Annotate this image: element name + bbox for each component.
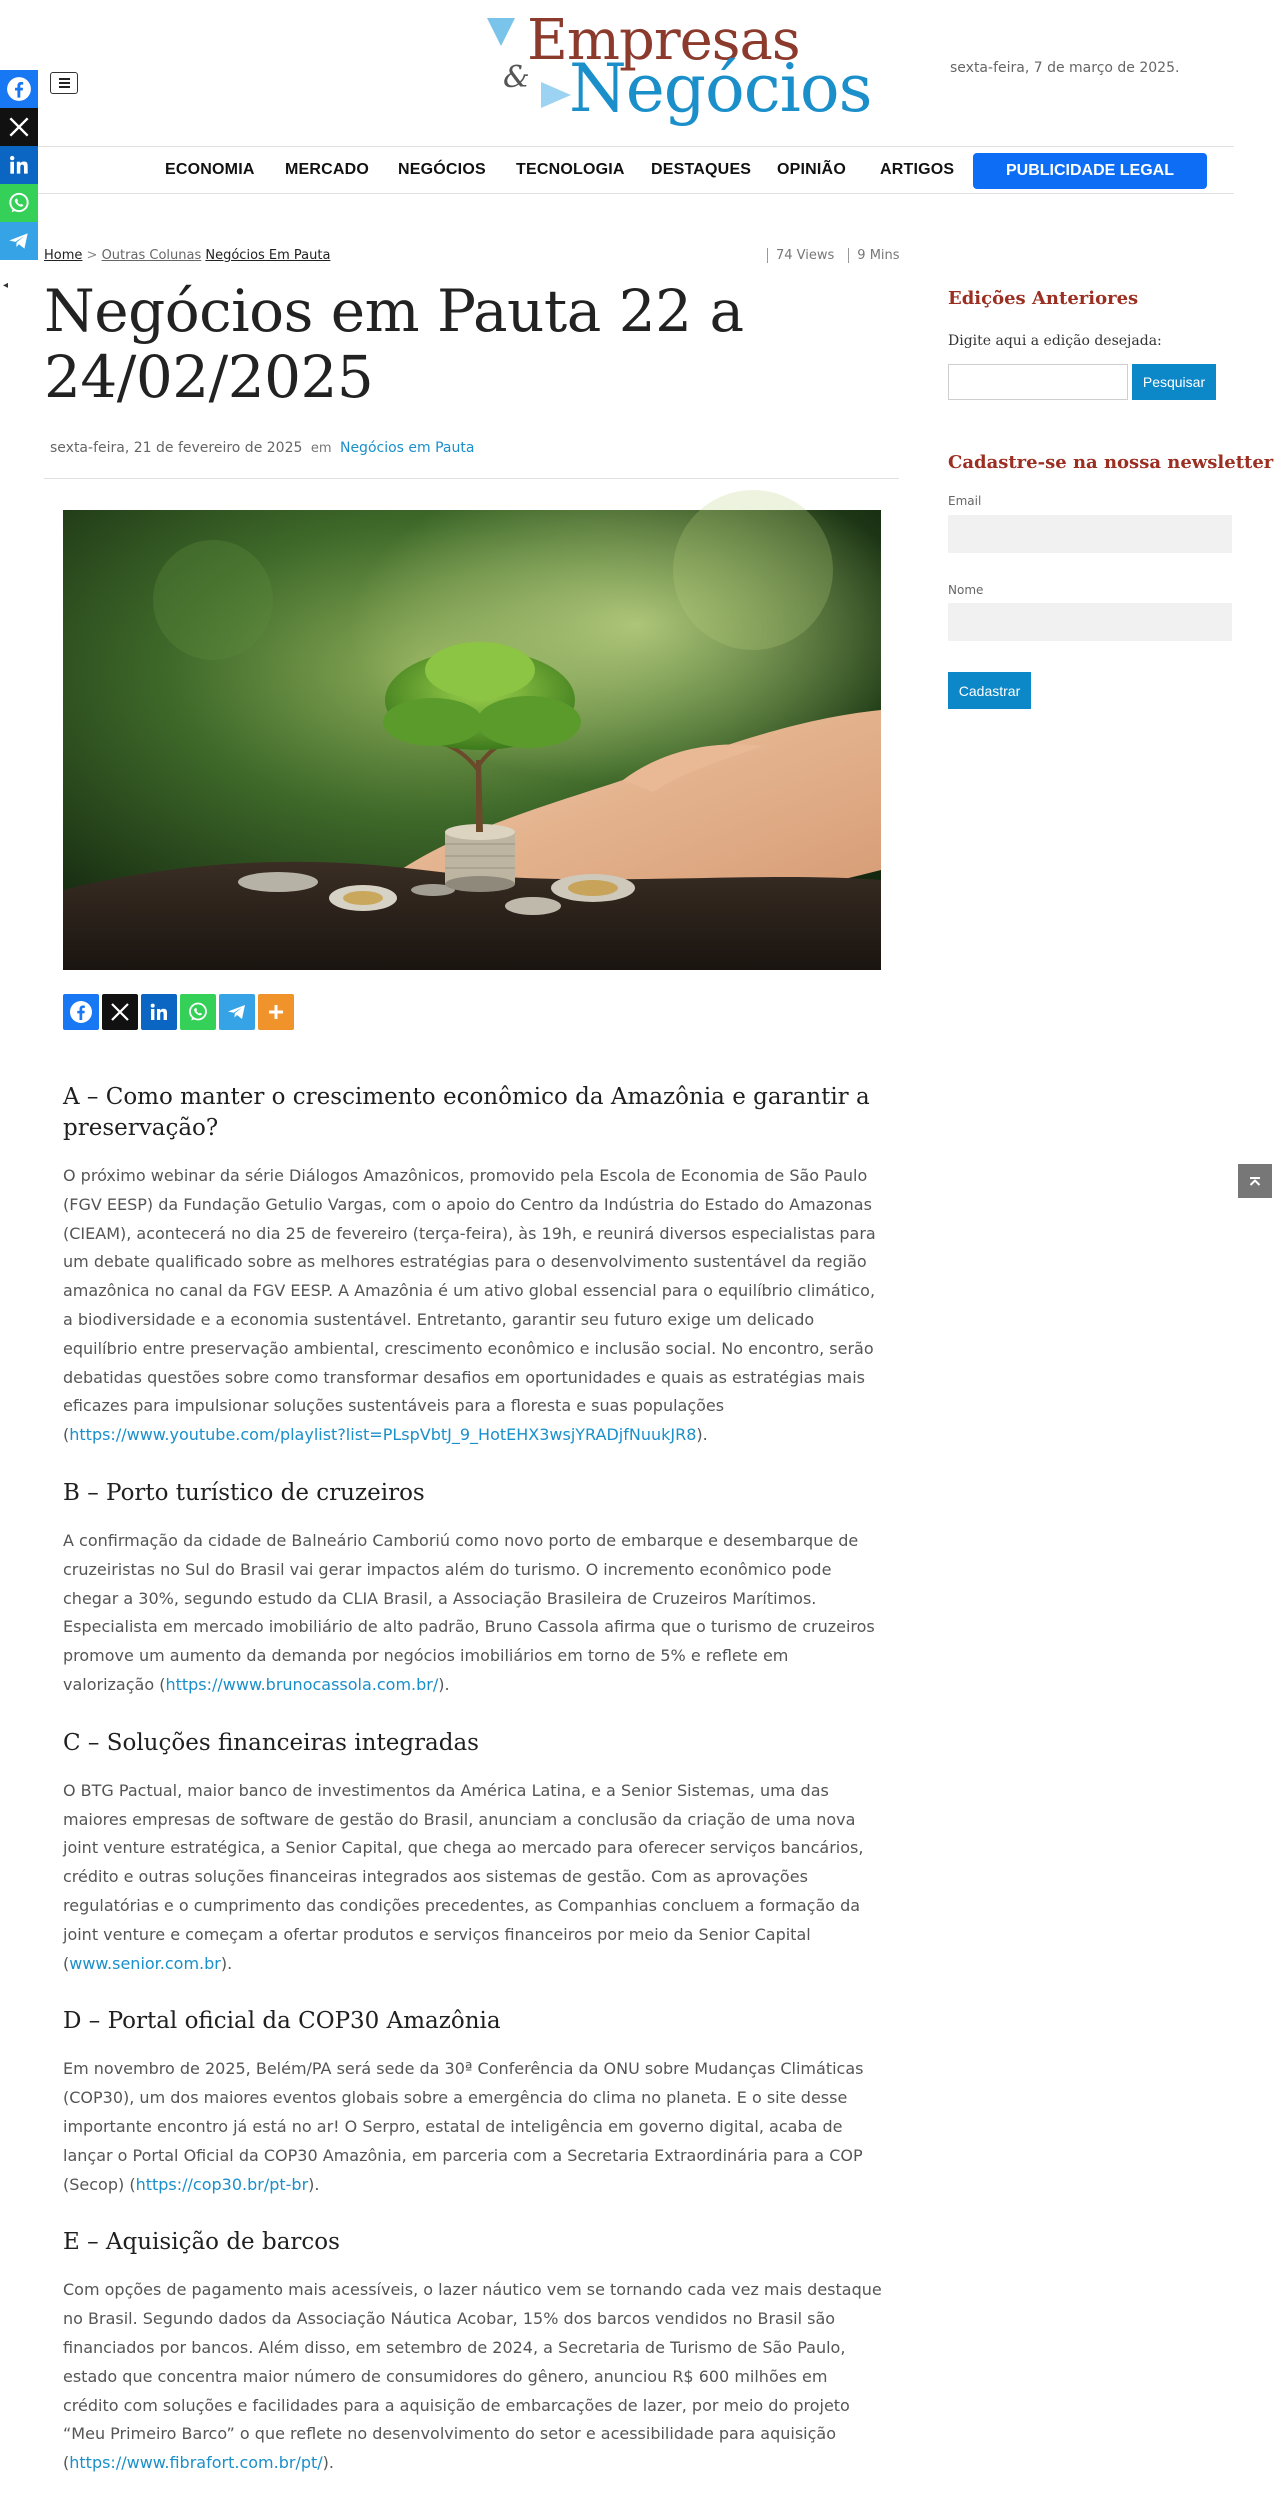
- section-paragraph: [63, 1527, 883, 1700]
- editions-title: Edições Anteriores: [948, 288, 1139, 309]
- divider: [44, 478, 899, 479]
- back-to-top-button[interactable]: [1238, 1164, 1272, 1198]
- whatsapp-icon[interactable]: [180, 994, 216, 1030]
- nav-item-economia[interactable]: ECONOMIA: [165, 161, 255, 178]
- post-date: sexta-feira, 21 de fevereiro de 2025: [50, 440, 303, 456]
- section-heading: B – Porto turístico de cruzeiros: [63, 1479, 425, 1506]
- share-toggle-icon[interactable]: ◂: [3, 280, 9, 291]
- main-nav: [38, 146, 1234, 194]
- section-link[interactable]: https://www.brunocassola.com.br/: [165, 1674, 439, 1694]
- linkedin-icon[interactable]: [0, 146, 38, 184]
- breadcrumb-home-link[interactable]: Home: [44, 248, 83, 263]
- paragraph-text: ).: [308, 2174, 320, 2194]
- publicidade-legal-button[interactable]: PUBLICIDADE LEGAL: [973, 153, 1207, 189]
- paragraph-text: O BTG Pactual, maior banco de investimentos da América Latina, e a Senior Sistemas, uma das maiores empresas de software de gestão do Brasil, anunciam a conclusão da criação de uma nova joint venture estratégica, a Senior Capital, que chega ao mercado para oferecer serviços bancários, crédito e outras soluções financeiras integrados aos sistemas de gestão. Com as aprovações regulatórias e o cumprimento das condições precedentes, as Companhias concluem a formação da joint venture e começam a ofertar produtos e serviços financeiros por meio da Senior Capital (: [63, 1780, 864, 1973]
- section-heading: C – Soluções financeiras integradas: [63, 1729, 479, 1756]
- section-paragraph: [63, 2055, 883, 2199]
- nav-item-mercado[interactable]: MERCADO: [285, 161, 370, 178]
- paragraph-text: ).: [696, 1425, 708, 1445]
- paragraph-text: A confirmação da cidade de Balneário Camboriú como novo porto de embarque e desembarque de cruzeiristas no Sul do Brasil vai gerar impactos além do turismo. O incremento econômico pode chegar a 30%, segundo estudo da CLIA Brasil, a Associação Brasileira de Cruzeiros Marítimos. Especialista em mercado imobiliário de alto padrão, Bruno Cassola afirma que o turismo de cruzeiros promove um aumento da demanda por negócios imobiliários em torno de 5% e reflete em valorização (: [63, 1530, 875, 1694]
- article-body: [63, 1082, 883, 2506]
- nav-item-artigos[interactable]: ARTIGOS: [880, 161, 955, 178]
- breadcrumb-separator: >: [86, 248, 98, 263]
- nav-item-opiniao[interactable]: OPINIÃO: [777, 161, 846, 178]
- read-time: 9 Mins: [848, 248, 899, 263]
- nav-item-tecnologia[interactable]: TECNOLOGIA: [516, 161, 625, 178]
- facebook-icon[interactable]: [0, 70, 38, 108]
- paragraph-text: O próximo webinar da série Diálogos Amazônicos, promovido pela Escola de Economia de São Paulo (FGV EESP) da Fundação Getulio Vargas, com o apoio do Centro da Indústria do Estado do Amazonas (CIEAM), acontecerá no dia 25 de fevereiro (terça-feira), às 19h, e reunirá diversos especialistas para um debate qualificado sobre as melhores estratégias para o desenvolvimento sustentável da região amazônica no canal da FGV EESP. A Amazônia é um ativo global essencial para o equilíbrio climático, a biodiversidade e a economia sustentável. Entretanto, garantir seu futuro exige um delicado equilíbrio entre preservação ambiental, crescimento econômico e inclusão social. No encontro, serão debatidas questões sobre como transformar desafios em oportunidades e quais as estratégias mais eficazes para impulsionar soluções sustentáveis para a floresta e suas populações (: [63, 1166, 876, 1445]
- section-link[interactable]: www.senior.com.br: [69, 1953, 221, 1973]
- whatsapp-icon[interactable]: [0, 184, 38, 222]
- paragraph-text: ).: [322, 2453, 334, 2473]
- section-heading: A – Como manter o crescimento econômico da Amazônia e garantir a preservação?: [63, 1084, 870, 1141]
- logo-word-negocios: Negócios: [569, 50, 872, 127]
- editions-label: Digite aqui a edição desejada:: [948, 333, 1162, 349]
- nav-item-negocios[interactable]: NEGÓCIOS: [398, 161, 486, 178]
- article-section: [63, 2006, 883, 2199]
- article-section: [63, 2227, 883, 2478]
- section-link[interactable]: https://www.youtube.com/playlist?list=PLspVbtJ_9_HotEHX3wsjYRADjfNuukJR8: [69, 1425, 697, 1445]
- post-meta: [50, 440, 474, 456]
- featured-image: [63, 510, 881, 970]
- post-category-link[interactable]: Negócios em Pauta: [339, 440, 475, 456]
- paragraph-text: Com opções de pagamento mais acessíveis, o lazer náutico vem se tornando cada vez mais destaque no Brasil. Segundo dados da Associação Náutica Acobar, 15% dos barcos vendidos no Brasil são financiados por bancos. Além disso, em setembro de 2024, a Secretaria de Turismo de São Paulo, estado que concentra maior número de consumidores do gênero, anunciou R$ 600 milhões em crédito com soluções e facilidades para a aquisição de embarcações de lazer, por meio do projeto “Meu Primeiro Barco” o que reflete no desenvolvimento do setor e acessibilidade para aquisição (: [63, 2280, 882, 2473]
- paragraph-text: ).: [220, 1953, 233, 1973]
- header-date: sexta-feira, 7 de março de 2025.: [950, 60, 1180, 76]
- section-link[interactable]: https://cop30.br/pt-br: [135, 2174, 309, 2194]
- name-label: Nome: [948, 583, 984, 597]
- breadcrumb-current-link[interactable]: Negócios Em Pauta: [205, 248, 331, 263]
- x-icon[interactable]: [102, 994, 138, 1030]
- floating-share-bar: [0, 70, 38, 260]
- section-paragraph: [63, 1162, 883, 1450]
- subscribe-button[interactable]: Cadastrar: [948, 672, 1031, 709]
- more-icon[interactable]: [258, 994, 294, 1030]
- telegram-icon[interactable]: [219, 994, 255, 1030]
- section-paragraph: [63, 2276, 883, 2478]
- paragraph-text: ).: [438, 1674, 450, 1694]
- edition-search-input[interactable]: [948, 364, 1128, 400]
- logo-triangle-shape: [487, 18, 515, 46]
- linkedin-icon[interactable]: [141, 994, 177, 1030]
- hamburger-menu-icon[interactable]: [50, 72, 78, 94]
- post-stats: [767, 248, 900, 263]
- section-link[interactable]: https://www.fibrafort.com.br/pt/: [69, 2453, 323, 2473]
- section-heading: D – Portal oficial da COP30 Amazônia: [63, 2008, 501, 2035]
- name-field[interactable]: [948, 603, 1232, 641]
- article-section: [63, 1728, 883, 1979]
- email-field[interactable]: [948, 515, 1232, 553]
- newsletter-title: Cadastre-se na nossa newsletter: [948, 452, 1274, 473]
- facebook-icon[interactable]: [63, 994, 99, 1030]
- article-share-buttons: [63, 994, 294, 1030]
- nav-item-destaques[interactable]: DESTAQUES: [651, 161, 752, 178]
- views-count: 74 Views: [767, 248, 834, 263]
- logo-word-empresas: Empresas: [527, 8, 800, 73]
- post-meta-em: em: [310, 441, 332, 456]
- article-section: [63, 1478, 883, 1700]
- logo-arrow-shape: [541, 82, 571, 108]
- telegram-icon[interactable]: [0, 222, 38, 260]
- x-icon[interactable]: [0, 108, 38, 146]
- site-logo[interactable]: [485, 8, 872, 127]
- paragraph-text: Em novembro de 2025, Belém/PA será sede da 30ª Conferência da ONU sobre Mudanças Climáticas (COP30), um dos maiores eventos globais sobre a emergência do clima no planeta. E o site desse importante encontro já está no ar! O Serpro, estatal de inteligência em governo digital, acaba de lançar o Portal Oficial da COP30 Amazônia, em parceria com a Secretaria Extraordinária para a COP (Secop) (: [63, 2059, 864, 2194]
- section-heading: E – Aquisição de barcos: [63, 2229, 340, 2256]
- chevron-up-icon: [1247, 1173, 1263, 1189]
- search-button[interactable]: Pesquisar: [1132, 364, 1216, 400]
- article-section: [63, 1082, 883, 1450]
- breadcrumb-section-link[interactable]: Outras Colunas: [101, 248, 202, 263]
- breadcrumb: [44, 248, 330, 263]
- email-label: Email: [948, 494, 982, 508]
- section-paragraph: [63, 1777, 883, 1979]
- logo-ampersand: &: [503, 60, 530, 95]
- page-title: Negócios em Pauta 22 a 24/02/2025: [44, 277, 744, 411]
